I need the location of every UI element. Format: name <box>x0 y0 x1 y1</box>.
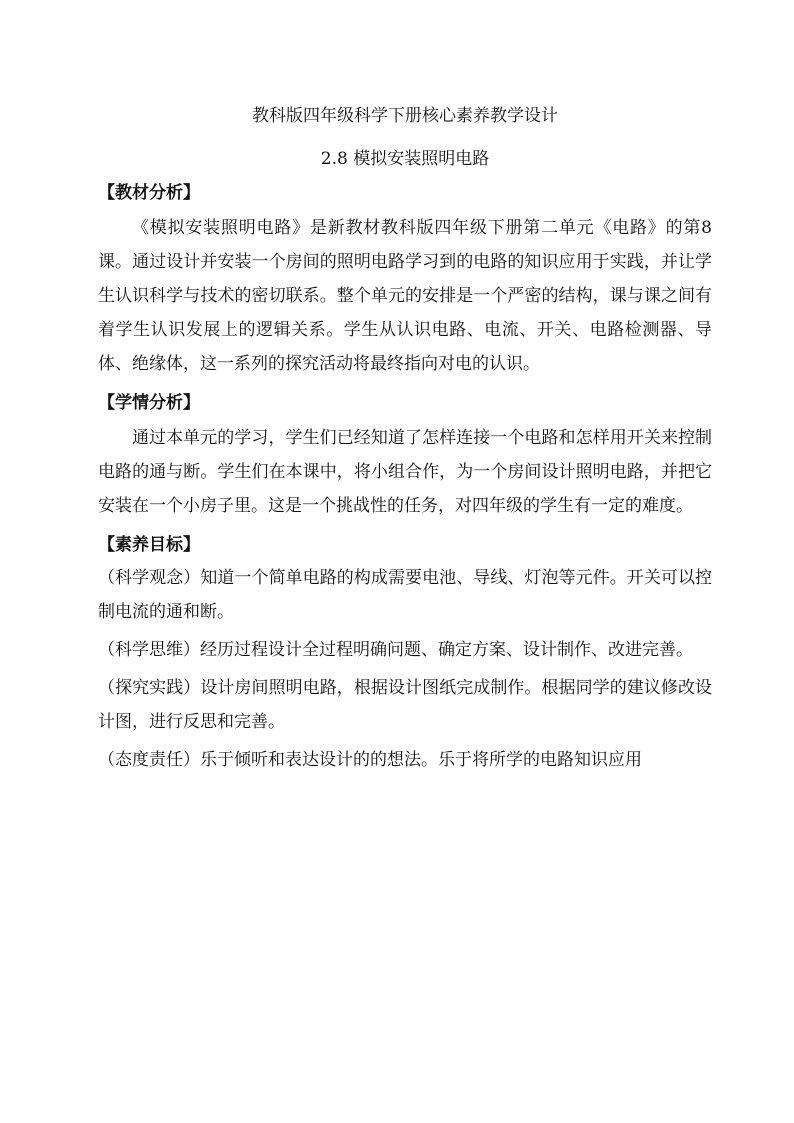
section-student-analysis <box>98 391 712 523</box>
section-textbook-analysis <box>98 181 712 381</box>
document-body <box>98 104 712 777</box>
section-heading: 【素养目标】 <box>98 535 200 555</box>
goal-item: （探究实践）设计房间照明电路，根据设计图纸完成制作。根据同学的建议修改设计图，进行反思和完善。 <box>98 678 712 732</box>
document-title: 教科版四年级科学下册核心素养教学设计 <box>252 106 558 126</box>
section-paragraph: 《模拟安装照明电路》是新教材教科版四年级下册第二单元《电路》的第8课。通过设计并安装一个房间的照明电路学习到的电路的知识应用于实践，并让学生认识科学与技术的密切联系。整个单元的安排是一个严密的结构，课与课之间有着学生认识发展上的逻辑关系。学生从认识电路、电流、开关、电路检测器、导体、绝缘体，这一系列的探究活动将最终指向对电的认识。 <box>98 218 712 374</box>
section-heading: 【学情分析】 <box>98 393 200 413</box>
section-paragraph: 通过本单元的学习，学生们已经知道了怎样连接一个电路和怎样用开关来控制电路的通与断。学生们在本课中，将小组合作，为一个房间设计照明电路，并把它安装在一个小房子里。这是一个挑战性的任务，对四年级的学生有一定的难度。 <box>98 428 712 516</box>
section-heading: 【教材分析】 <box>98 183 200 203</box>
goal-item: （科学思维）经历过程设计全过程明确问题、确定方案、设计制作、改进完善。 <box>98 640 693 660</box>
lesson-title: 2.8 模拟安装照明电路 <box>320 149 490 169</box>
goal-item: （态度责任）乐于倾听和表达设计的的想法。乐于将所学的电路知识应用 <box>98 750 642 770</box>
section-literacy-goals <box>98 533 712 777</box>
goal-item: （科学观念）知道一个简单电路的构成需要电池、导线、灯泡等元件。开关可以控制电流的通和断。 <box>98 568 712 622</box>
